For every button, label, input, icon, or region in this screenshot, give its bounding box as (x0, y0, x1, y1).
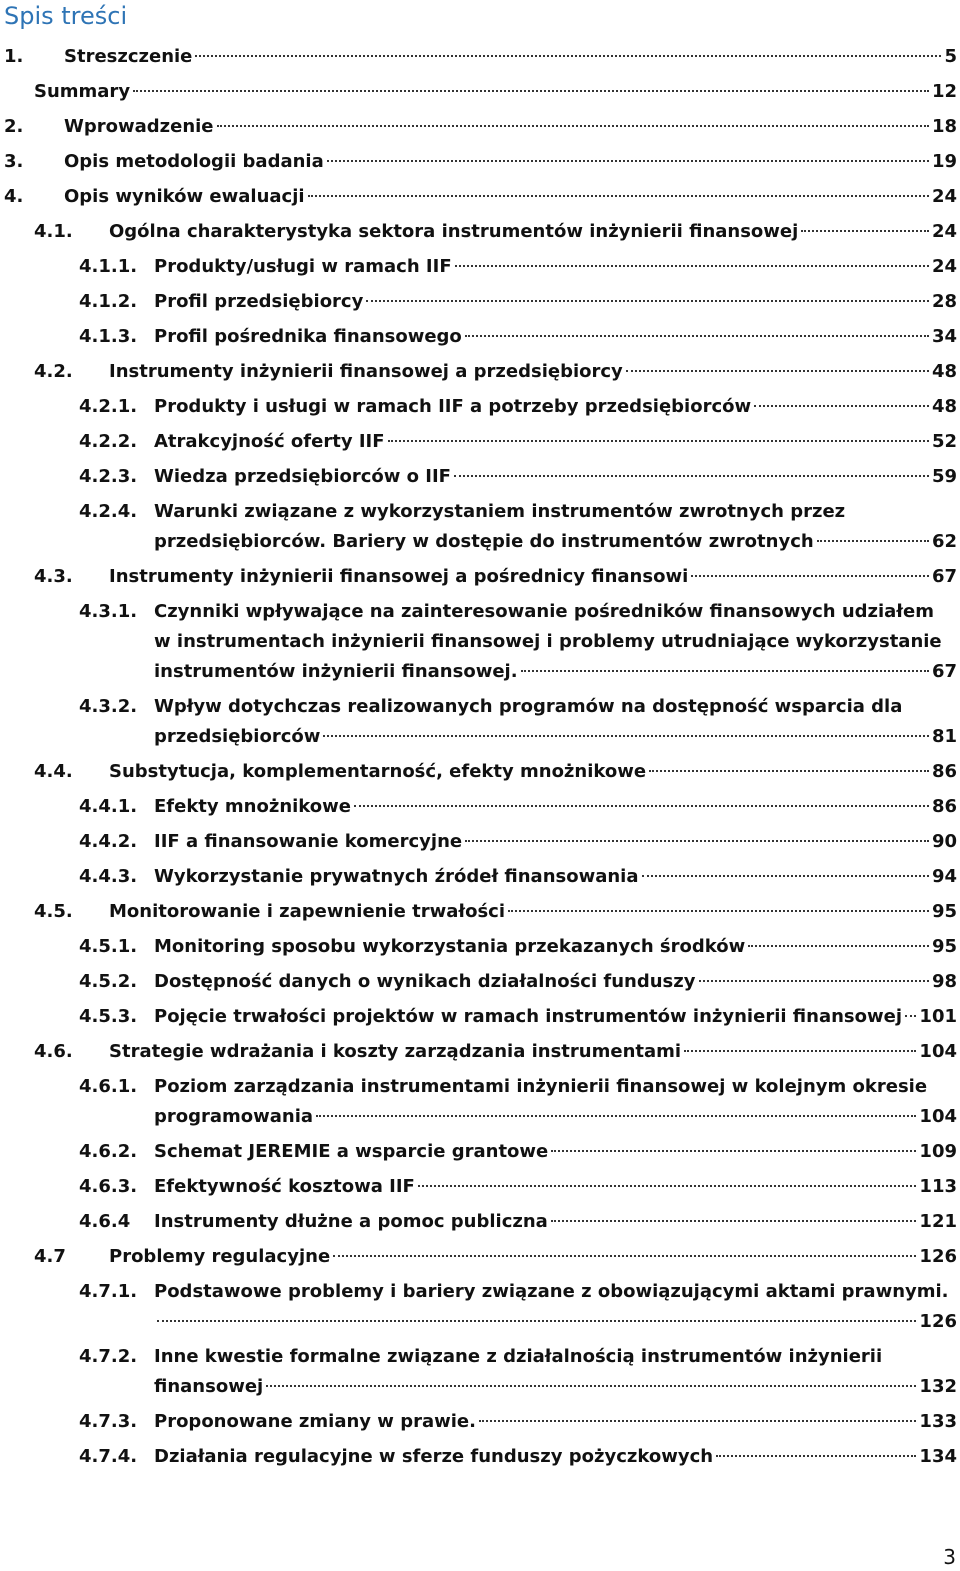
toc-entry-page: 19 (931, 151, 957, 172)
toc-entry-page: 133 (919, 1411, 957, 1432)
toc-entry[interactable] (0, 392, 957, 422)
dot-leader (455, 265, 929, 267)
dot-leader (327, 160, 929, 162)
toc-entry-number: 4.5.2. (79, 971, 138, 992)
toc-entry[interactable] (0, 462, 957, 492)
toc-entry-number: 4.2. (34, 361, 73, 382)
toc-entry-number: 4.6.3. (79, 1176, 138, 1197)
toc-entry-number: 4.7.1. (79, 1281, 138, 1302)
toc-entry-title-line: Strategie wdrażania i koszty zarządzania instrumentami (109, 1041, 682, 1062)
toc-entry-page: 59 (931, 466, 957, 487)
toc-entry-page: 62 (931, 531, 957, 552)
dot-leader (418, 1185, 917, 1187)
dot-leader (905, 1015, 916, 1017)
toc-entry-page: 94 (931, 866, 957, 887)
toc-entry[interactable] (0, 932, 957, 962)
dot-leader (157, 1320, 916, 1322)
toc-entry-page: 67 (931, 566, 957, 587)
toc-entry[interactable] (0, 357, 957, 387)
toc-entry[interactable] (0, 1037, 957, 1067)
toc-entry-title-line: Proponowane zmiany w prawie. (154, 1411, 476, 1432)
dot-leader (333, 1255, 916, 1257)
toc-entry-number: 4.7.4. (79, 1446, 138, 1467)
dot-leader (388, 440, 929, 442)
toc-entry-number: 4.3.2. (79, 696, 138, 717)
toc-entry-page: 104 (919, 1106, 957, 1127)
toc-entry-page: 28 (931, 291, 957, 312)
toc-entry-page: 24 (931, 221, 957, 242)
toc-entry-page: 81 (931, 726, 957, 747)
toc-entry-page: 86 (931, 796, 957, 817)
toc-entry-page: 126 (919, 1311, 957, 1332)
toc-entry[interactable] (0, 252, 957, 282)
toc-entry-page: 109 (919, 1141, 957, 1162)
dot-leader (366, 300, 929, 302)
toc-entry-title-line: Działania regulacyjne w sferze funduszy pożyczkowych (154, 1446, 714, 1467)
toc-entry-page: 5 (944, 46, 957, 67)
toc-entry-title-line: Dostępność danych o wynikach działalności funduszy (154, 971, 696, 992)
dot-leader (323, 735, 929, 737)
toc-entry-number: 4.5. (34, 901, 73, 922)
toc-entry-number: 4.4.1. (79, 796, 138, 817)
toc-entry-page: 121 (919, 1211, 957, 1232)
toc-entry-title-line: Substytucja, komplementarność, efekty mnożnikowe (109, 761, 647, 782)
toc-entry-title-line: Schemat JEREMIE a wsparcie grantowe (154, 1141, 549, 1162)
toc-entry[interactable] (0, 597, 957, 687)
toc-entry-page: 18 (931, 116, 957, 137)
toc-entry-title-line: Inne kwestie formalne związane z działalnością instrumentów inżynierii (154, 1346, 883, 1367)
toc-entry-title-line: Ogólna charakterystyka sektora instrumentów inżynierii finansowej (109, 221, 799, 242)
toc-entry-page: 95 (931, 936, 957, 957)
toc-entry-title-line: przedsiębiorców (154, 726, 321, 747)
dot-leader (754, 405, 929, 407)
toc-entry-title-line: Wpływ dotychczas realizowanych programów na dostępność wsparcia dla (154, 696, 903, 717)
toc-entry-page: 24 (931, 186, 957, 207)
toc-entry[interactable] (0, 897, 957, 927)
toc-entry-number: 4.6. (34, 1041, 73, 1062)
toc-entry-title-line: Atrakcyjność oferty IIF (154, 431, 385, 452)
toc-entry-number: 4.4.3. (79, 866, 138, 887)
toc-entry[interactable] (0, 1342, 957, 1402)
toc-entry-number: 4.2.3. (79, 466, 138, 487)
dot-leader (465, 335, 929, 337)
toc-entry-title-line: przedsiębiorców. Bariery w dostępie do instrumentów zwrotnych (154, 531, 814, 552)
toc-entry[interactable] (0, 322, 957, 352)
dot-leader (465, 840, 929, 842)
toc-entry-title-line: Podstawowe problemy i bariery związane z obowiązującymi aktami prawnymi. (154, 1281, 949, 1302)
toc-entry-title-line: Efekty mnożnikowe (154, 796, 351, 817)
dot-leader (642, 875, 929, 877)
dot-leader (133, 90, 929, 92)
toc-entry-title-line: Wykorzystanie prywatnych źródeł finansowania (154, 866, 639, 887)
toc-entry[interactable] (0, 967, 957, 997)
toc-entry[interactable] (0, 1242, 957, 1272)
toc-entry[interactable] (0, 1207, 957, 1237)
dot-leader (217, 125, 929, 127)
toc-entry-page: 52 (931, 431, 957, 452)
toc-entry-number: 4.5.1. (79, 936, 138, 957)
toc-entry[interactable] (0, 1277, 957, 1337)
toc-entry-page: 48 (931, 396, 957, 417)
toc-entry[interactable] (0, 1172, 957, 1202)
toc-entry-page: 113 (919, 1176, 957, 1197)
toc-entry[interactable] (0, 862, 957, 892)
toc-title: Spis treści (4, 2, 128, 30)
toc-entry-page: 90 (931, 831, 957, 852)
toc-entry[interactable] (0, 1137, 957, 1167)
toc-entry-number: 4.4. (34, 761, 73, 782)
toc-entry-number: 4.2.4. (79, 501, 138, 522)
dot-leader (551, 1220, 917, 1222)
toc-entry[interactable] (0, 1442, 957, 1472)
toc-entry[interactable] (0, 497, 957, 557)
toc-entry-page: 67 (931, 661, 957, 682)
toc-entry[interactable] (0, 217, 957, 247)
table-of-contents (0, 42, 957, 1477)
dot-leader (308, 195, 929, 197)
toc-entry-page: 34 (931, 326, 957, 347)
toc-entry-title-line: instrumentów inżynierii finansowej. (154, 661, 518, 682)
toc-entry-title-line: programowania (154, 1106, 314, 1127)
toc-entry-number: 4.7 (34, 1246, 66, 1267)
toc-entry-number: 4.2.2. (79, 431, 138, 452)
toc-entry-number: 4.6.1. (79, 1076, 138, 1097)
toc-entry-title-line: Monitoring sposobu wykorzystania przekazanych środków (154, 936, 746, 957)
toc-entry-page: 12 (931, 81, 957, 102)
toc-entry-number: 4.5.3. (79, 1006, 138, 1027)
toc-entry-title-line: Instrumenty inżynierii finansowej a pośrednicy finansowi (109, 566, 689, 587)
page-number: 3 (943, 1545, 956, 1569)
toc-entry-title-line: Wiedza przedsiębiorców o IIF (154, 466, 451, 487)
dot-leader (354, 805, 929, 807)
toc-entry-title-line: Instrumenty inżynierii finansowej a przedsiębiorcy (109, 361, 623, 382)
toc-entry-title-line: Warunki związane z wykorzystaniem instrumentów zwrotnych przez (154, 501, 846, 522)
toc-entry-title-line: Pojęcie trwałości projektów w ramach instrumentów inżynierii finansowej (154, 1006, 903, 1027)
toc-entry-title-line: Czynniki wpływające na zainteresowanie pośredników finansowych udziałem (154, 601, 934, 622)
toc-entry-page: 86 (931, 761, 957, 782)
toc-entry-title-line: Summary (34, 81, 131, 102)
toc-entry-number: 3. (4, 151, 24, 172)
toc-entry-title-line: Poziom zarządzania instrumentami inżynierii finansowej w kolejnym okresie (154, 1076, 928, 1097)
dot-leader (817, 540, 929, 542)
dot-leader (626, 370, 929, 372)
toc-entry-number: 4. (4, 186, 24, 207)
toc-entry-number: 4.6.2. (79, 1141, 138, 1162)
dot-leader (649, 770, 929, 772)
toc-entry[interactable] (0, 792, 957, 822)
dot-leader (691, 575, 929, 577)
toc-entry-number: 4.1.3. (79, 326, 138, 347)
dot-leader (748, 945, 929, 947)
toc-entry[interactable] (0, 757, 957, 787)
toc-entry[interactable] (0, 182, 957, 212)
toc-entry[interactable] (0, 827, 957, 857)
toc-entry[interactable] (0, 562, 957, 592)
toc-entry-number: 4.6.4 (79, 1211, 131, 1232)
toc-entry-title-line: Produkty i usługi w ramach IIF a potrzeby przedsiębiorców (154, 396, 752, 417)
toc-entry-title-line: Wprowadzenie (64, 116, 214, 137)
toc-entry-title-line: Instrumenty dłużne a pomoc publiczna (154, 1211, 548, 1232)
toc-entry-page: 95 (931, 901, 957, 922)
toc-entry[interactable] (0, 42, 957, 72)
toc-entry-page: 48 (931, 361, 957, 382)
dot-leader (195, 55, 941, 57)
dot-leader (551, 1150, 916, 1152)
toc-entry-number: 2. (4, 116, 24, 137)
toc-entry-title-line: IIF a finansowanie komercyjne (154, 831, 463, 852)
toc-entry-page: 98 (931, 971, 957, 992)
toc-entry-number: 4.1. (34, 221, 73, 242)
toc-entry[interactable] (0, 77, 957, 107)
toc-entry-number: 4.2.1. (79, 396, 138, 417)
toc-entry[interactable] (0, 147, 957, 177)
toc-entry-page: 24 (931, 256, 957, 277)
dot-leader (266, 1385, 916, 1387)
toc-entry-title-line: Profil pośrednika finansowego (154, 326, 462, 347)
toc-entry[interactable] (0, 692, 957, 752)
toc-entry-page: 104 (919, 1041, 957, 1062)
toc-entry-title-line: Opis metodologii badania (64, 151, 324, 172)
toc-entry[interactable] (0, 1002, 957, 1032)
toc-entry-title-line: Problemy regulacyjne (109, 1246, 331, 1267)
toc-entry[interactable] (0, 287, 957, 317)
dot-leader (508, 910, 929, 912)
toc-entry-title-line: Opis wyników ewaluacji (64, 186, 305, 207)
toc-entry[interactable] (0, 1072, 957, 1132)
toc-entry-title-line: finansowej (154, 1376, 264, 1397)
toc-entry-title-line: Produkty/usługi w ramach IIF (154, 256, 452, 277)
toc-entry-number: 4.1.1. (79, 256, 138, 277)
dot-leader (801, 230, 929, 232)
dot-leader (316, 1115, 916, 1117)
toc-entry-page: 134 (919, 1446, 957, 1467)
dot-leader (521, 670, 929, 672)
toc-entry-number: 4.4.2. (79, 831, 138, 852)
toc-entry-number: 4.1.2. (79, 291, 138, 312)
dot-leader (699, 980, 929, 982)
toc-entry-number: 4.7.2. (79, 1346, 138, 1367)
toc-entry[interactable] (0, 427, 957, 457)
toc-entry-number: 1. (4, 46, 24, 67)
toc-entry-number: 4.7.3. (79, 1411, 138, 1432)
toc-entry-number: 4.3.1. (79, 601, 138, 622)
toc-entry-page: 126 (919, 1246, 957, 1267)
dot-leader (684, 1050, 916, 1052)
toc-entry[interactable] (0, 112, 957, 142)
toc-entry-title-line: Profil przedsiębiorcy (154, 291, 364, 312)
dot-leader (716, 1455, 916, 1457)
toc-entry-title-line: Monitorowanie i zapewnienie trwałości (109, 901, 505, 922)
toc-entry-title-line: Efektywność kosztowa IIF (154, 1176, 415, 1197)
toc-entry-title-line: Streszczenie (64, 46, 193, 67)
toc-entry-title-line: w instrumentach inżynierii finansowej i problemy utrudniające wykorzystanie (154, 631, 942, 652)
dot-leader (479, 1420, 916, 1422)
toc-entry-number: 4.3. (34, 566, 73, 587)
toc-entry-page: 101 (919, 1006, 957, 1027)
dot-leader (454, 475, 929, 477)
toc-entry-page: 132 (919, 1376, 957, 1397)
toc-entry[interactable] (0, 1407, 957, 1437)
